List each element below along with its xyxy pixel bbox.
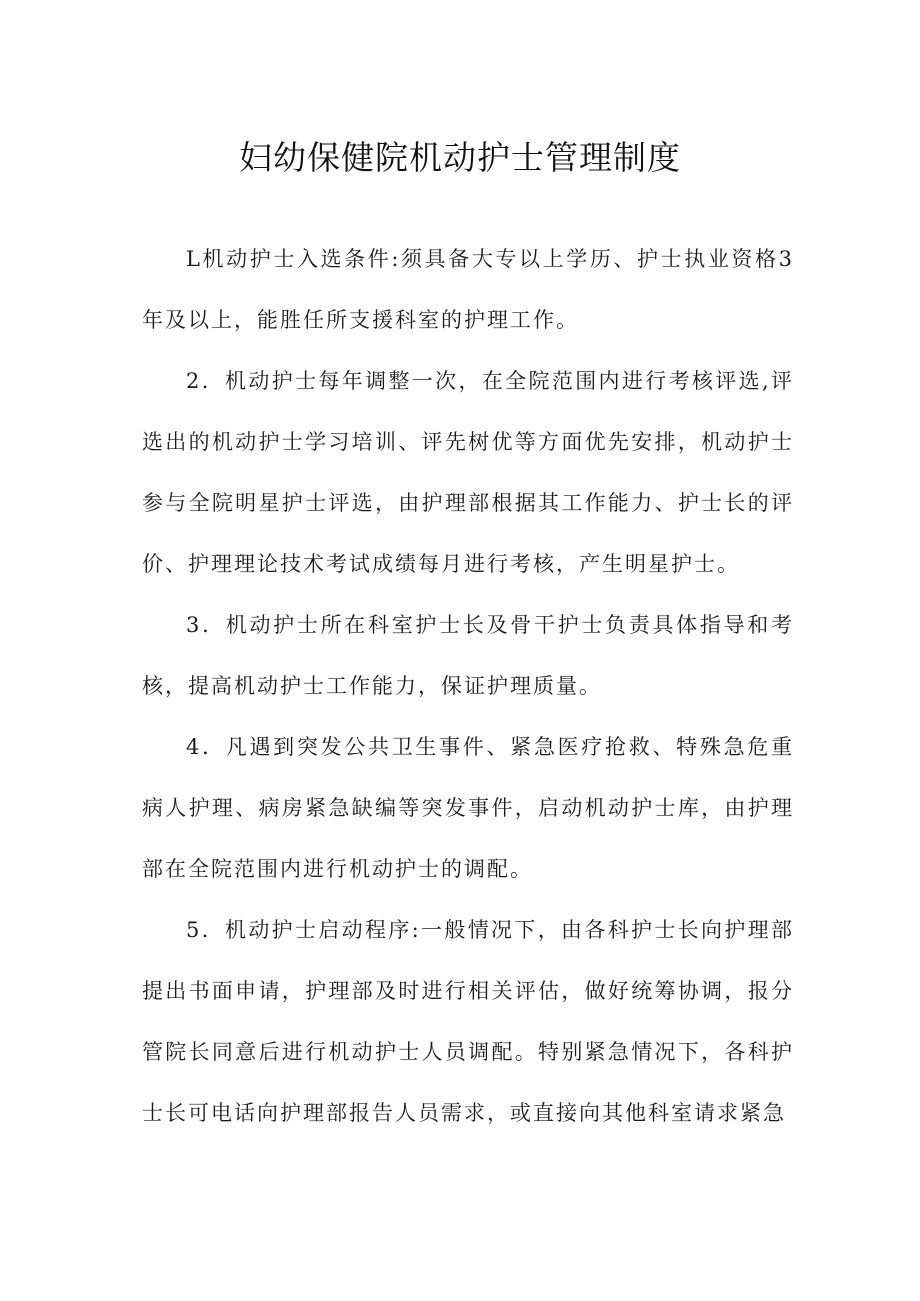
- paragraph-5: 5．机动护士启动程序:一般情况下，由各科护士长向护理部提出书面申请，护理部及时进行相关评估，做好统筹协调，报分管院长同意后进行机动护士人员调配。特别紧急情况下，各科护士长可电话向护理部报告人员需求，或直接向其他科室请求紧急: [142, 918, 794, 1125]
- paragraph-4: 4．凡遇到突发公共卫生事件、紧急医疗抢救、特殊急危重病人护理、病房紧急缺编等突发事件，启动机动护士库，由护理部在全院范围内进行机动护士的调配。: [142, 735, 794, 881]
- paragraph-1: L机动护士入选条件:须具备大专以上学历、护士执业资格3年及以上，能胜任所支援科室的护理工作。: [142, 247, 794, 332]
- paragraph-3: 3．机动护士所在科室护士长及骨干护士负责具体指导和考核，提高机动护士工作能力，保证护理质量。: [142, 613, 794, 698]
- document-title: 妇幼保健院机动护士管理制度: [239, 138, 681, 177]
- paragraph-2: 2．机动护士每年调整一次，在全院范围内进行考核评选,评选出的机动护士学习培训、评先树优等方面优先安排，机动护士参与全院明星护士评选，由护理部根据其工作能力、护士长的评价、护理理论技术考试成绩每月进行考核，产生明星护士。: [142, 369, 794, 576]
- document-body: [142, 229, 794, 1144]
